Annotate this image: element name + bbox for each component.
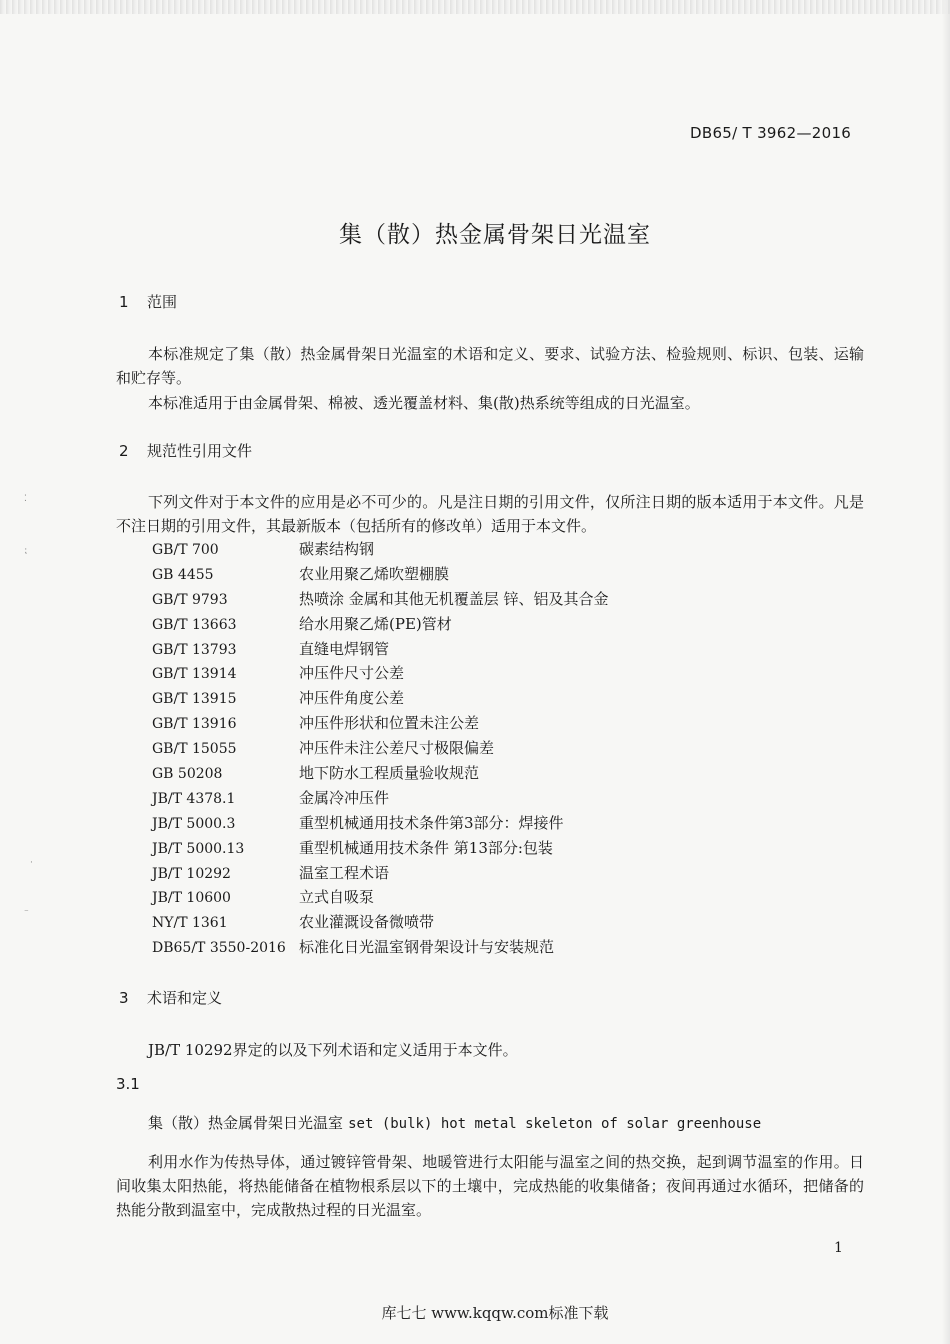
reference-title: 重型机械通用技术条件第3部分：焊接件 bbox=[299, 813, 564, 832]
reference-title: 给水用聚乙烯(PE)管材 bbox=[299, 614, 452, 633]
reference-code: GB/T 15055 bbox=[152, 741, 237, 758]
reference-code: NY/T 1361 bbox=[152, 915, 228, 932]
reference-code: JB/T 10600 bbox=[152, 890, 231, 907]
clause-number: 3.1 bbox=[116, 1075, 140, 1093]
reference-item bbox=[152, 537, 752, 562]
reference-item bbox=[152, 861, 752, 886]
reference-title: 地下防水工程质量验收规范 bbox=[299, 764, 480, 783]
reference-item bbox=[152, 736, 752, 761]
section-number: 1 bbox=[119, 293, 129, 311]
reference-code: DB65/T 3550-2016 bbox=[152, 940, 286, 957]
reference-title: 冲压件角度公差 bbox=[299, 689, 405, 708]
page-title: 集（散）热金属骨架日光温室 bbox=[339, 222, 651, 248]
reference-title: 标准化日光温室钢骨架设计与安装规范 bbox=[299, 938, 555, 957]
reference-title: 冲压件尺寸公差 bbox=[299, 664, 405, 683]
standard-code: DB65/ T 3962—2016 bbox=[690, 124, 852, 142]
reference-item bbox=[152, 711, 752, 736]
reference-code: GB/T 700 bbox=[152, 542, 219, 558]
reference-item bbox=[152, 612, 752, 637]
reference-title: 热喷涂 金属和其他无机覆盖层 锌、铝及其合金 bbox=[299, 589, 609, 608]
term-english: set (bulk) hot metal skeleton of solar greenhouse bbox=[348, 1116, 762, 1132]
reference-code: GB/T 9793 bbox=[152, 591, 228, 608]
reference-title: 金属冷冲压件 bbox=[299, 788, 390, 807]
reference-title: 碳素结构钢 bbox=[299, 540, 375, 558]
scan-speck: ⁚ bbox=[24, 494, 27, 504]
reference-item bbox=[152, 811, 752, 836]
reference-code: JB/T 4378.1 bbox=[152, 790, 236, 807]
term-chinese: 集（散）热金属骨架日光温室 bbox=[148, 1114, 344, 1132]
terms-intro: JB/T 10292界定的以及下列术语和定义适用于本文件。 bbox=[148, 1041, 518, 1059]
reference-item bbox=[152, 786, 752, 811]
reference-item bbox=[152, 761, 752, 786]
reference-item bbox=[152, 637, 752, 662]
reference-item bbox=[152, 836, 752, 861]
reference-item bbox=[152, 686, 752, 711]
watermark-footer: 库七七 www.kqqw.com标准下载 bbox=[381, 1304, 609, 1322]
reference-code: GB/T 13793 bbox=[152, 641, 237, 658]
scan-speck: · bbox=[30, 858, 33, 868]
section-title: 术语和定义 bbox=[147, 989, 223, 1007]
term-definition: 利用水作为传热导体，通过镀锌管骨架、地暖管进行太阳能与温室之间的热交换，起到调节温室的作用。日间收集太阳热能，将热能储备在植物根系层以下的土壤中，完成热能的收集储备；夜间再通过水循环，把储备的热能分散到温室中，完成散热过程的日光温室。 bbox=[116, 1153, 864, 1219]
references-intro: 下列文件对于本文件的应用是必不可少的。凡是注日期的引用文件，仅所注日期的版本适用于本文件。凡是不注日期的引用文件，其最新版本（包括所有的修改单）适用于本文件。 bbox=[116, 493, 864, 535]
reference-list bbox=[152, 537, 752, 960]
section-number: 3 bbox=[119, 989, 129, 1007]
scope-paragraph-1: 本标准规定了集（散）热金属骨架日光温室的术语和定义、要求、试验方法、检验规则、标识、包装、运输和贮存等。 bbox=[116, 345, 864, 387]
scan-speck: ⁏ bbox=[24, 546, 28, 556]
reference-item bbox=[152, 935, 752, 960]
scan-edge-right bbox=[942, 0, 950, 1344]
page-number: 1 bbox=[834, 1240, 843, 1256]
section-heading-references bbox=[119, 440, 252, 461]
section-title: 范围 bbox=[147, 293, 178, 311]
reference-title: 直缝电焊钢管 bbox=[299, 639, 390, 658]
section-heading-terms bbox=[119, 987, 222, 1008]
scope-paragraph-2: 本标准适用于由金属骨架、棉被、透光覆盖材料、集(散)热系统等组成的日光温室。 bbox=[148, 394, 700, 412]
reference-item bbox=[152, 661, 752, 686]
reference-code: GB 4455 bbox=[152, 566, 214, 583]
reference-code: GB/T 13916 bbox=[152, 716, 237, 733]
scan-speck: ⁻ bbox=[24, 908, 29, 918]
reference-item bbox=[152, 910, 752, 935]
reference-item bbox=[152, 587, 752, 612]
reference-item bbox=[152, 562, 752, 587]
reference-item bbox=[152, 885, 752, 910]
reference-code: GB 50208 bbox=[152, 766, 223, 783]
reference-code: JB/T 10292 bbox=[152, 865, 231, 882]
term-entry bbox=[148, 1112, 761, 1133]
section-title: 规范性引用文件 bbox=[147, 442, 253, 460]
reference-code: GB/T 13915 bbox=[152, 691, 237, 708]
reference-code: GB/T 13663 bbox=[152, 616, 237, 633]
reference-code: JB/T 5000.13 bbox=[152, 840, 245, 857]
reference-title: 重型机械通用技术条件 第13部分:包装 bbox=[299, 838, 553, 857]
section-number: 2 bbox=[119, 442, 129, 460]
reference-title: 立式自吸泵 bbox=[299, 888, 375, 907]
reference-title: 农业用聚乙烯吹塑棚膜 bbox=[299, 564, 450, 583]
reference-title: 温室工程术语 bbox=[299, 863, 390, 882]
reference-title: 农业灌溉设备微喷带 bbox=[299, 913, 435, 932]
reference-code: JB/T 5000.3 bbox=[152, 815, 236, 832]
reference-title: 冲压件形状和位置未注公差 bbox=[299, 714, 480, 733]
section-heading-scope bbox=[119, 291, 177, 312]
reference-code: GB/T 13914 bbox=[152, 666, 237, 683]
reference-title: 冲压件未注公差尺寸极限偏差 bbox=[299, 739, 495, 758]
scan-edge-top bbox=[0, 0, 950, 14]
